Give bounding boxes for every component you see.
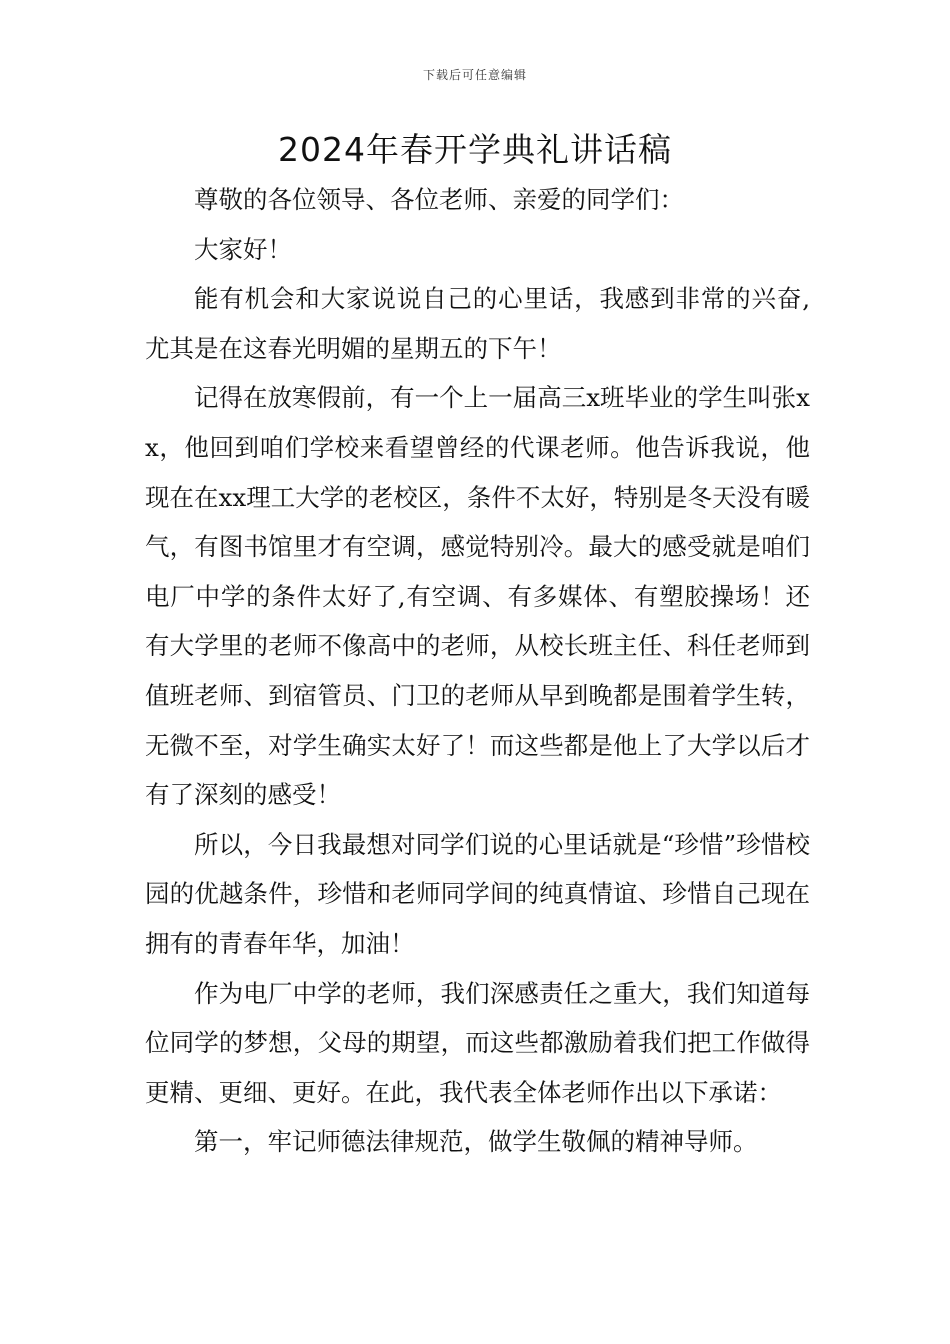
document-body <box>145 175 810 1167</box>
paragraph: 所以，今日我最想对同学们说的心里话就是“珍惜”珍惜校园的优越条件，珍惜和老师同学间的纯真情谊、珍惜自己现在拥有的青春年华，加油！ <box>145 829 810 958</box>
paragraph-greeting: 大家好！ <box>194 234 292 264</box>
paragraph: 能有机会和大家说说自己的心里话，我感到非常的兴奋,尤其是在这春光明媚的星期五的下午！ <box>145 284 810 363</box>
document-title: 2024年春开学典礼讲话稿 <box>278 130 672 169</box>
paragraph-salutation: 尊敬的各位领导、各位老师、亲爱的同学们： <box>194 185 684 214</box>
paragraph: 作为电厂中学的老师，我们深感责任之重大，我们知道每位同学的梦想，父母的期望，而这些都激励着我们把工作做得更精、更细、更好。在此，我代表全体老师作出以下承诺： <box>145 978 810 1107</box>
paragraph: 第一，牢记师德法律规范，做学生敬佩的精神导师。 <box>194 1127 758 1157</box>
page-header-note: 下载后可任意编辑 <box>422 68 527 82</box>
paragraph: 记得在放寒假前，有一个上一届高三x班毕业的学生叫张xx，他回到咱们学校来看望曾经的代课老师。他告诉我说，他现在在xx理工大学的老校区，条件不太好，特别是冬天没有暖气，有图书馆里才有空调，感觉特别冷。最大的感受就是咱们电厂中学的条件太好了,有空调、有多媒体、有塑胶操场！还有大学里的老师不像高中的老师，从校长班主任、科任老师到值班老师、到宿管员、门卫的老师从早到晚都是围着学生转，无微不至，对学生确实太好了！而这些都是他上了大学以后才有了深刻的感受！ <box>145 383 810 810</box>
